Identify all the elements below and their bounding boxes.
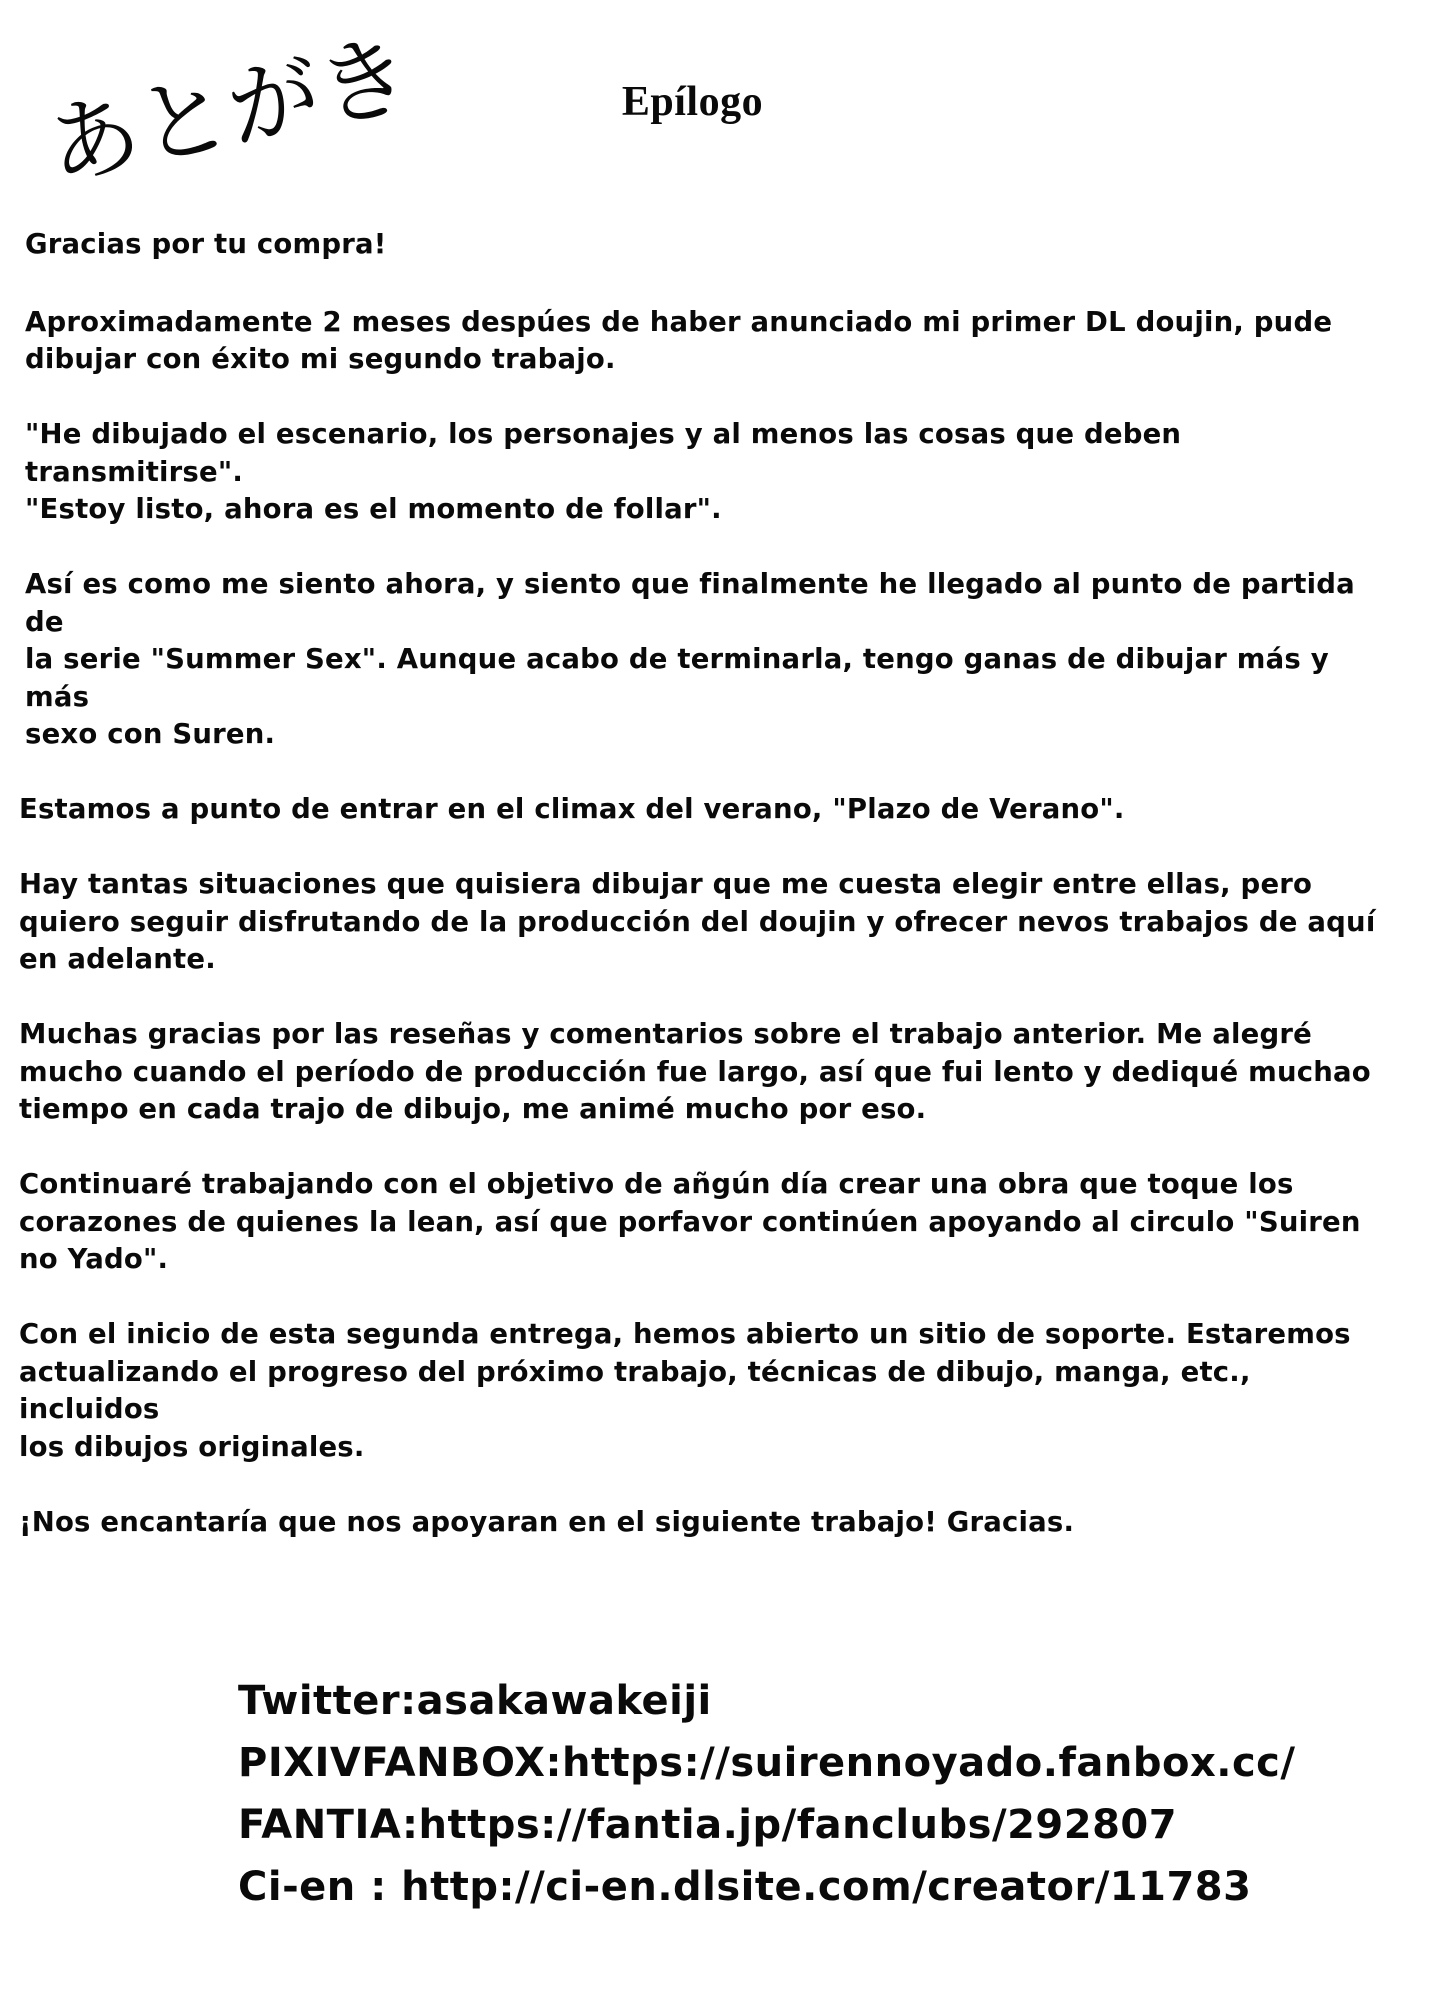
epilogue-body xyxy=(19,226,1399,1579)
page-title: Epílogo xyxy=(621,79,764,125)
fantia-link: FANTIA:https://fantia.jp/fanclubs/292807 xyxy=(238,1802,1178,1848)
twitter-link: Twitter:asakawakeiji xyxy=(238,1678,712,1724)
paragraph: Continuaré trabajando con el objetivo de añgún día crear una obra que toque los corazones de quienes la lean, así que porfavor continúen apoyando al circulo "Suiren no Yado". xyxy=(19,1168,1361,1275)
jp-title-text: あとがき xyxy=(37,20,421,202)
fanbox-link: PIXIVFANBOX:https://suirennoyado.fanbox.cc/ xyxy=(238,1740,1296,1786)
paragraph: Aproximadamente 2 meses despúes de haber anunciado mi primer DL doujin, pude dibujar con éxito mi segundo trabajo. xyxy=(25,305,1333,375)
contact-links xyxy=(238,1670,1388,1918)
paragraph-closing: ¡Nos encantaría que nos apoyaran en el siguiente trabajo! Gracias. xyxy=(19,1505,1075,1538)
paragraph: "He dibujado el escenario, los personajes y al menos las cosas que deben transmitirse". "Estoy listo, ahora es el momento de follar". xyxy=(25,418,1182,525)
paragraph: Con el inicio de esta segunda entrega, hemos abierto un sitio de soporte. Estaremos actualizando el progreso del próximo trabajo, técnicas de dibujo, manga, etc., incluidos los dibujos originales. xyxy=(19,1318,1351,1463)
paragraph-greeting: Gracias por tu compra! xyxy=(25,228,387,260)
paragraph: Muchas gracias por las reseñas y comentarios sobre el trabajo anterior. Me alegré mucho cuando el período de producción fue largo, así que fui lento y dediqué muchao tiempo en cada trajo de dibujo, me animé mucho por eso. xyxy=(19,1018,1371,1125)
paragraph: Estamos a punto de entrar en el climax del verano, "Plazo de Verano". xyxy=(19,793,1125,825)
paragraph: Así es como me siento ahora, y siento que finalmente he llegado al punto de partida de la serie "Summer Sex". Aunque acabo de terminarla, tengo ganas de dibujar más y más sexo con Suren. xyxy=(25,568,1355,750)
paragraph: Hay tantas situaciones que quisiera dibujar que me cuesta elegir entre ellas, pero quiero seguir disfrutando de la producción del doujin y ofrecer nevos trabajos de aquí en adelante. xyxy=(19,868,1376,975)
cien-link: Ci-en : http://ci-en.dlsite.com/creator/11783 xyxy=(238,1864,1252,1910)
